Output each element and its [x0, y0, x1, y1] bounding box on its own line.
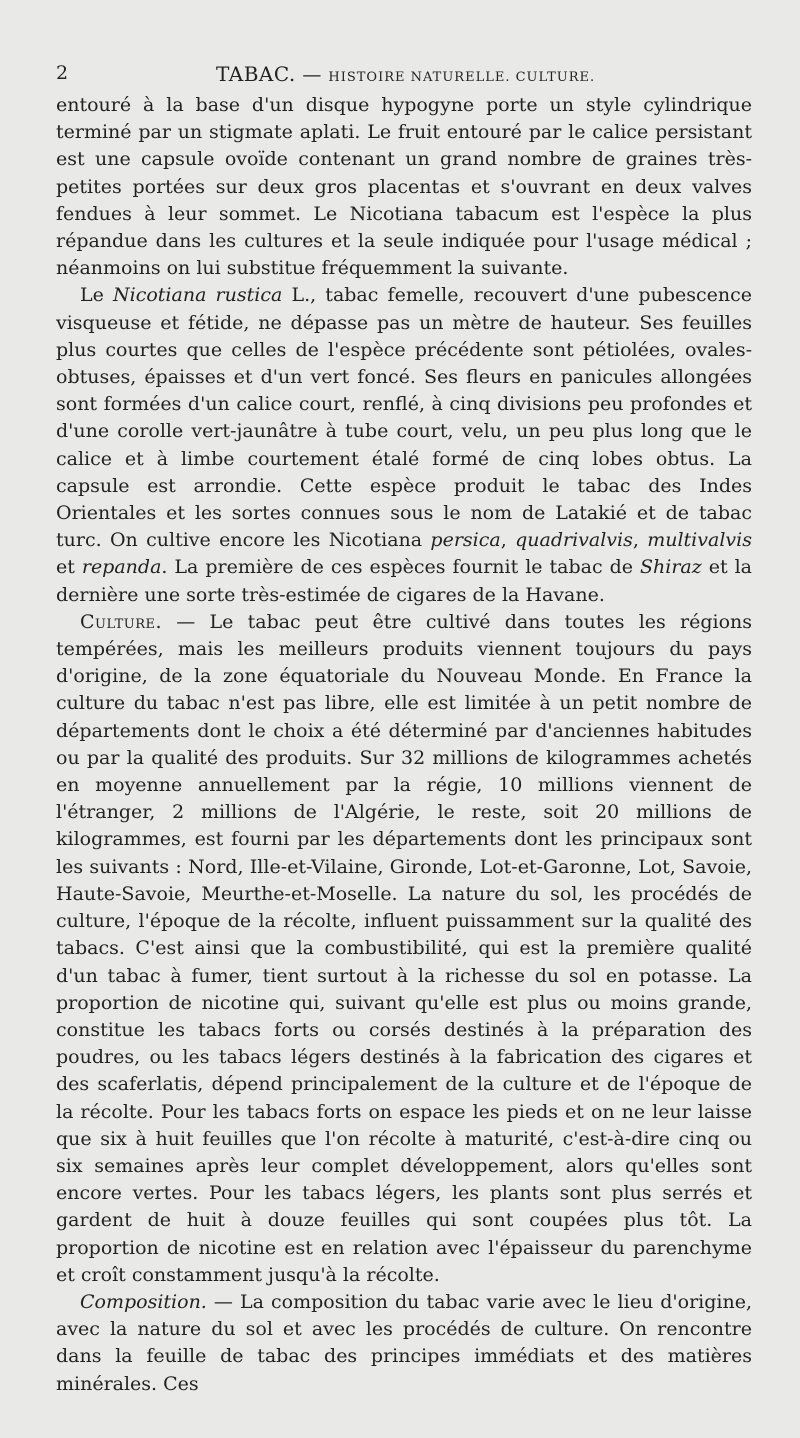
- running-title: [216, 62, 595, 86]
- section-lead-culture: Culture.: [80, 610, 163, 633]
- paragraph-2: [56, 282, 752, 608]
- text-run: et: [56, 556, 82, 579]
- running-title-separator: —: [295, 64, 329, 86]
- paragraph-culture: [56, 609, 752, 1289]
- text-run: L., tabac femelle, recouvert d'une pubescence visqueuse et fétide, ne dépasse pas un mètre de hauteur. Ses feuilles plus courtes que celles de l'espèce précédente sont pétiolées, ovales-obtuses, épaisses et d'un vert foncé. Ses fleurs en panicules allongées sont formées d'un calice court, renflé, à cinq divisions peu profondes et d'une corolle vert-jaunâtre à tube court, velu, un peu plus long que le calice et à limbe courtement étalé formé de cinq lobes obtus. La capsule est arrondie. Cette espèce produit le tabac des Indes Orientales et les sortes connues sous le nom de Latakié et de tabac turc. On cultive encore les Nicotiana: [56, 284, 752, 552]
- paragraph-1: entouré à la base d'un disque hypogyne porte un style cylindrique terminé par un stigmate aplati. Le fruit entouré par le calice persistant est une capsule ovoïde contenant un grand nombre de graines très-petites portées sur deux gros placentas et s'ouvrant en deux valves fendues à leur sommet. Le Nicotiana tabacum est l'espèce la plus répandue dans les cultures et la seule indiquée pour l'usage médical ; néanmoins on lui substitue fréquemment la suivante.: [56, 94, 752, 280]
- text-run: Le: [80, 284, 114, 307]
- species-name: multivalvis: [647, 529, 752, 552]
- text-run: ,: [500, 529, 516, 552]
- body-text: [56, 92, 752, 1398]
- species-name: repanda: [81, 556, 162, 579]
- place-name: Shiraz: [639, 556, 702, 579]
- species-name: Nicotiana rustica: [113, 284, 283, 307]
- species-name: persica: [430, 529, 501, 552]
- paragraph-composition: [56, 1289, 752, 1398]
- running-title-main: TABAC.: [216, 62, 296, 86]
- text-run: — Le tabac peut être cultivé dans toutes les régions tempérées, mais les meilleurs produits viennent toujours du pays d'origine, de la zone équatoriale du Nouveau Monde. En France la culture du tabac n'est pas libre, elle est limitée à un petit nombre de départements dont le choix a été déterminé par d'anciennes habitudes ou par la qualité des produits. Sur 32 millions de kilogrammes achetés en moyenne annuellement par la régie, 10 millions viennent de l'étranger, 2 millions de l'Algérie, le reste, soit 20 millions de kilogrammes, est fourni par les départements dont les principaux sont les suivants : Nord, Ille-et-Vilaine, Gironde, Lot-et-Garonne, Lot, Savoie, Haute-Savoie, Meurthe-et-Moselle. La nature du sol, les procédés de culture, l'époque de la récolte, influent puissamment sur la qualité des tabacs. C'est ainsi que la combustibilité, qui est la première qualité d'un tabac à fumer, tient surtout à la richesse du sol en potasse. La proportion de nicotine qui, suivant qu'elle est plus ou moins grande, constitue les tabacs forts ou corsés destinés à la préparation des poudres, ou les tabacs légers destinés à la fabrication des cigares et des scaferlatis, dépend principalement de la culture et de l'époque de la récolte. Pour les tabacs forts on espace les pieds et on ne leur laisse que six à huit feuilles que l'on récolte à maturité, c'est-à-dire cinq ou six semaines après leur complet développement, alors qu'elles sont encore vertes. Pour les tabacs légers, les plants sont plus serrés et gardent de huit à douze feuilles qui sont coupées plus tôt. La proportion de nicotine est en relation avec l'épaisseur du parenchyme et croît constamment jusqu'à la récolte.: [56, 610, 752, 1286]
- section-lead-composition: Composition.: [80, 1290, 207, 1313]
- text-run: . La première de ces espèces fournit le tabac de: [161, 556, 640, 579]
- text-run: et la dernière une sorte très-estimée de cigares de la Havane.: [56, 556, 752, 606]
- page-number: 2: [56, 62, 69, 84]
- text-run: — La composition du tabac varie avec le lieu d'origine, avec la nature du sol et avec les procédés de culture. On rencontre dans la feuille de tabac des principes immédiats et des matières minérales. Ces: [56, 1290, 752, 1395]
- text-run: ,: [632, 529, 648, 552]
- running-title-sub: HISTOIRE NATURELLE. CULTURE.: [328, 70, 596, 85]
- running-head: [56, 60, 752, 92]
- species-name: quadrivalvis: [515, 529, 633, 552]
